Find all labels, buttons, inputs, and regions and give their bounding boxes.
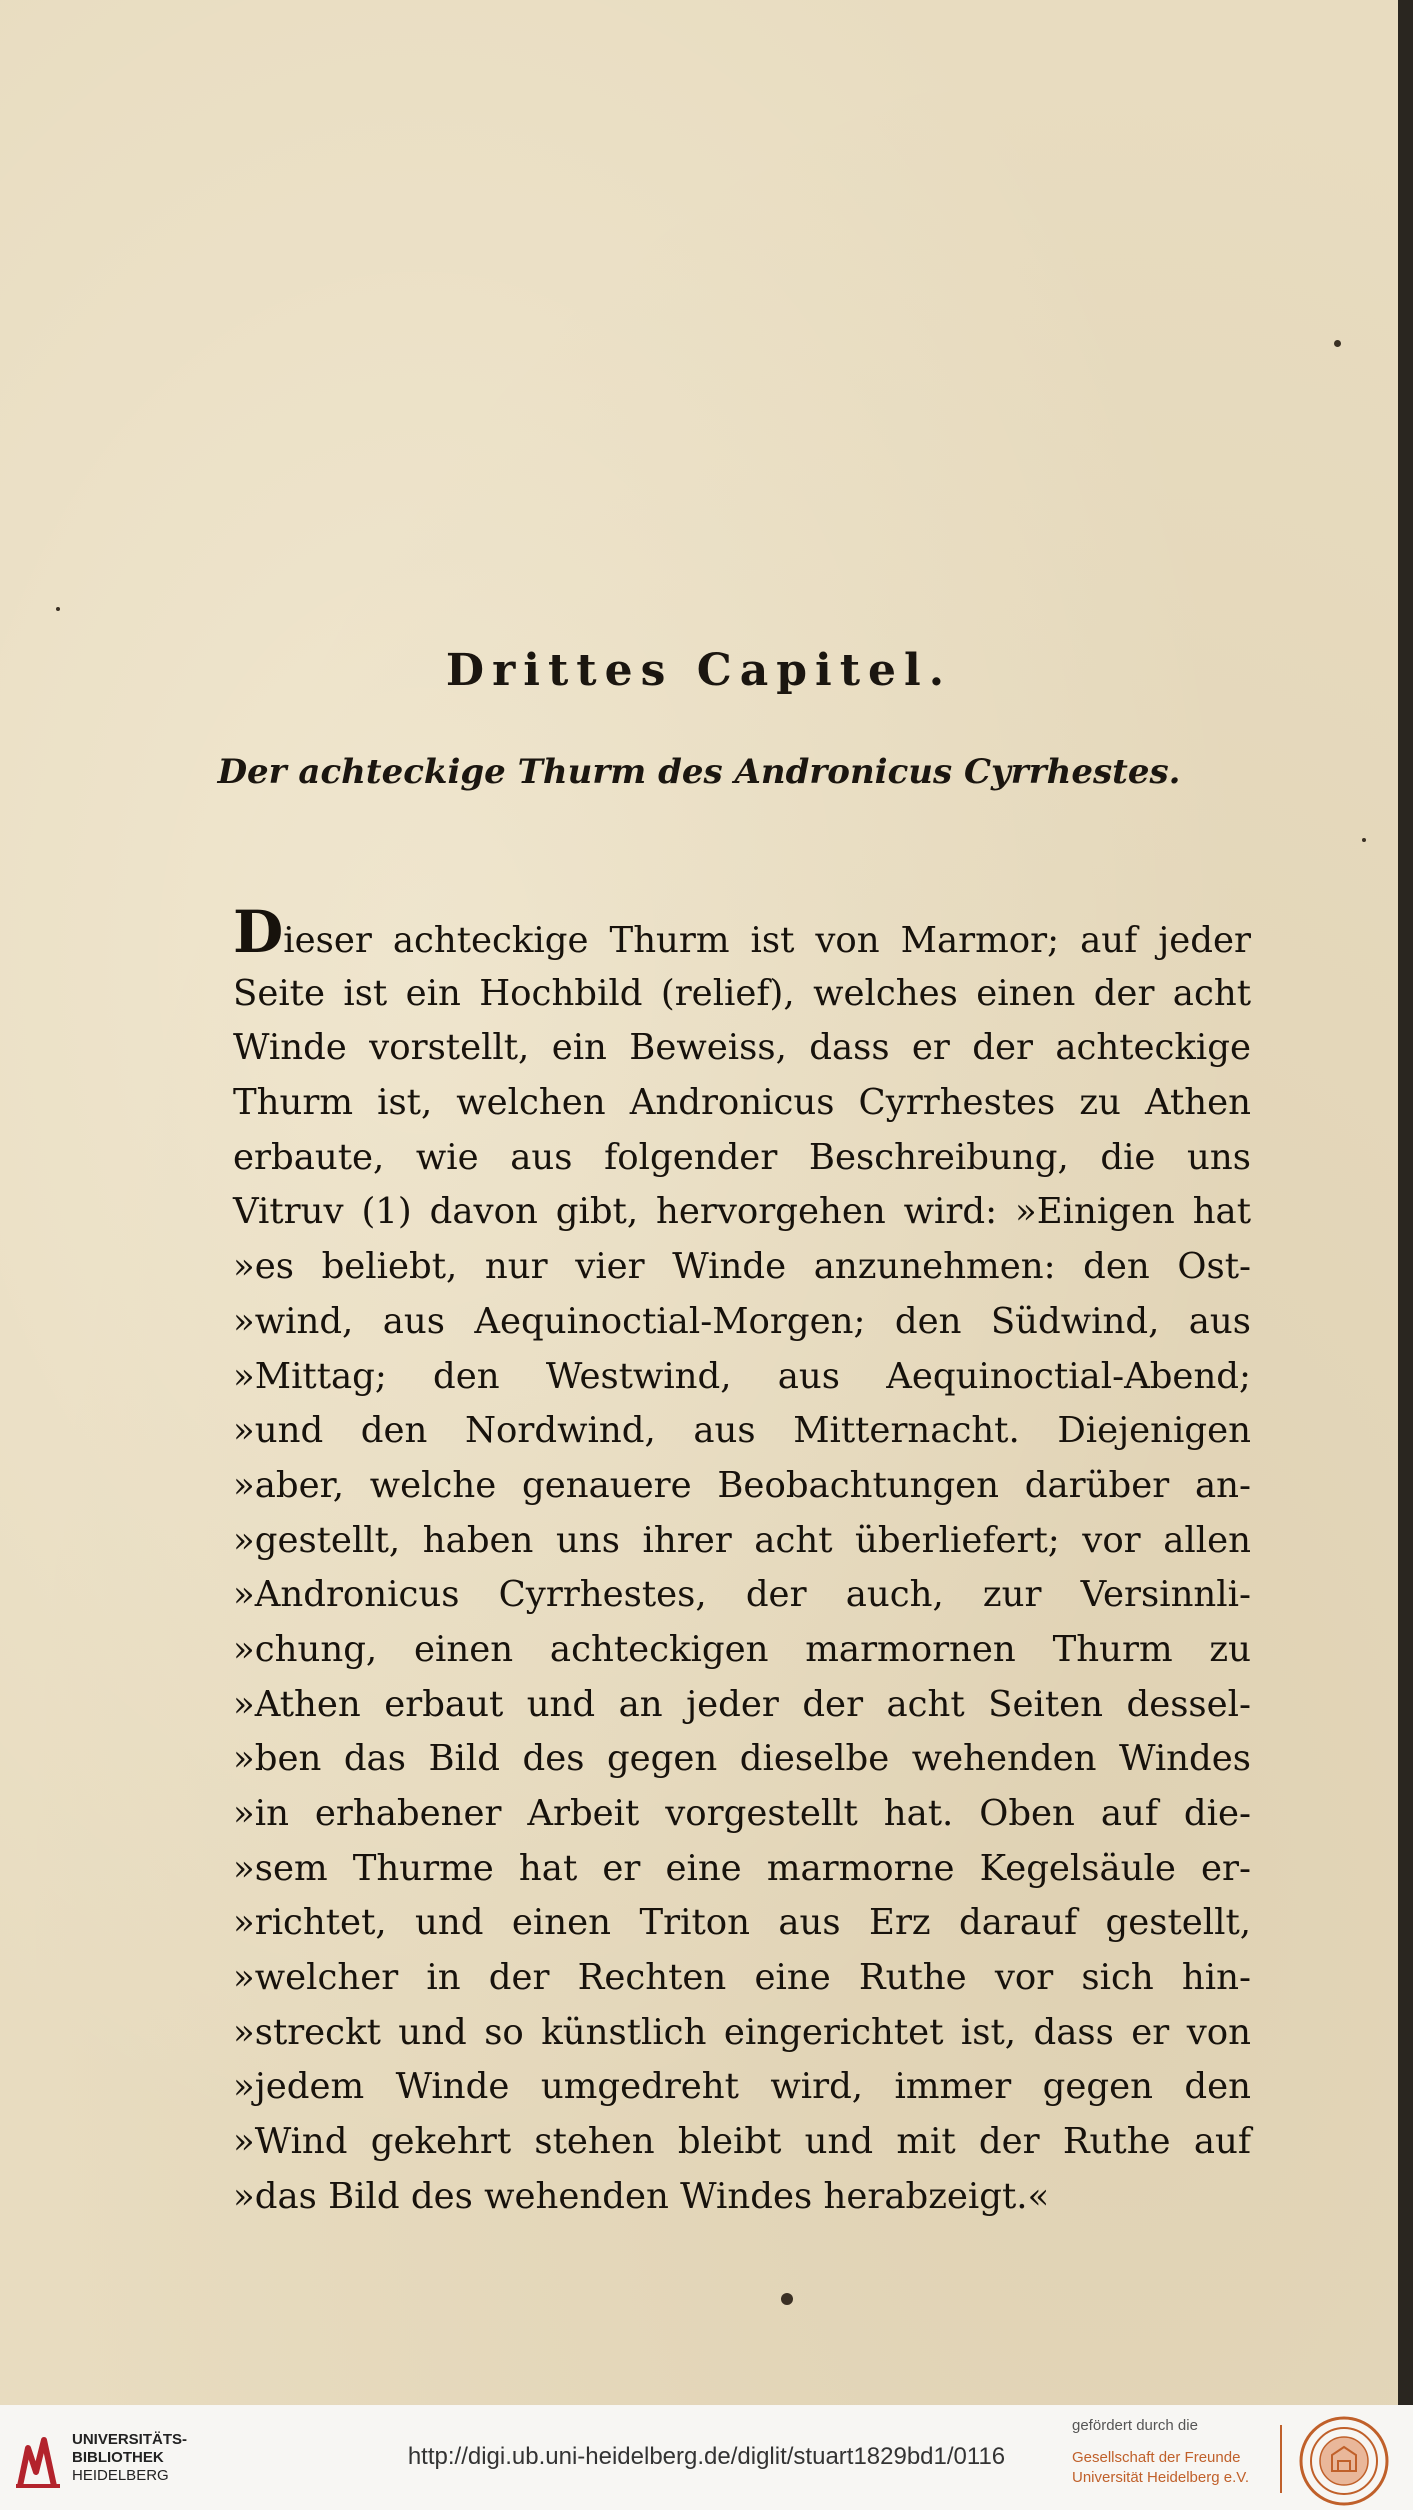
text-line: Dieser achteckige Thurm ist von Marmor; auf jeder bbox=[233, 898, 1251, 966]
text-line: »chung, einen achteckigen marmornen Thurm zu bbox=[233, 1628, 1251, 1670]
text-line: Winde vorstellt, ein Beweiss, dass er der achteckige bbox=[233, 1027, 1251, 1069]
paper-speck bbox=[781, 2293, 793, 2305]
text-line: »jedem Winde umgedreht wird, immer gegen den bbox=[233, 2066, 1251, 2108]
text-line: »Mittag; den Westwind, aus Aequinoctial-Abend; bbox=[233, 1355, 1251, 1397]
paper-speck bbox=[56, 607, 60, 611]
text-line: »es beliebt, nur vier Winde anzunehmen: den Ost- bbox=[233, 1246, 1251, 1288]
text-line: »das Bild des wehenden Windes herabzeigt.« bbox=[233, 2175, 1050, 2217]
text-line: Thurm ist, welchen Andronicus Cyrrhestes zu Athen bbox=[233, 1082, 1251, 1124]
text-line: »sem Thurme hat er eine marmorne Kegelsäule er- bbox=[233, 1847, 1251, 1889]
body-text bbox=[233, 898, 1251, 2225]
text-line: »in erhabener Arbeit vorgestellt hat. Oben auf die- bbox=[233, 1793, 1251, 1834]
sponsor-label: gefördert durch die bbox=[1072, 2417, 1198, 2434]
drop-capital: D bbox=[233, 898, 284, 966]
text-line: »streckt und so künstlich eingerichtet ist, dass er von bbox=[233, 2011, 1251, 2053]
bleed-through-text bbox=[210, 220, 1250, 270]
text-line: »und den Nordwind, aus Mitternacht. Diejenigen bbox=[233, 1410, 1251, 1452]
university-seal-icon bbox=[1298, 2415, 1390, 2507]
sponsor-divider bbox=[1280, 2425, 1282, 2493]
text-line: »gestellt, haben uns ihrer acht überliefert; vor allen bbox=[233, 1519, 1251, 1561]
text-line: »richtet, und einen Triton aus Erz darauf gestellt, bbox=[233, 1902, 1251, 1944]
chapter-title: Drittes Capitel. bbox=[445, 645, 953, 696]
source-url-link[interactable]: http://digi.ub.uni-heidelberg.de/diglit/stuart1829bd1/0116 bbox=[407, 2443, 1006, 2470]
text-line: »ben das Bild des gegen dieselbe wehenden Windes bbox=[233, 1738, 1251, 1780]
library-name: UNIVERSITÄTS- BIBLIOTHEK HEIDELBERG bbox=[72, 2431, 188, 2484]
text-line: Vitruv (1) davon gibt, hervorgehen wird: »Einigen hat bbox=[233, 1191, 1251, 1233]
text-line: erbaute, wie aus folgender Beschreibung, die uns bbox=[233, 1136, 1251, 1178]
page-edge bbox=[1398, 0, 1413, 2405]
text-line: Seite ist ein Hochbild (relief), welches einen der acht bbox=[233, 972, 1251, 1014]
text-line: »Athen erbaut und an jeder der acht Seiten dessel- bbox=[233, 1683, 1251, 1725]
chapter-subtitle: Der achteckige Thurm des Andronicus Cyrrhestes. bbox=[217, 752, 1181, 792]
paper-speck bbox=[1362, 838, 1366, 842]
paper-speck bbox=[1334, 340, 1341, 347]
text-line: »wind, aus Aequinoctial-Morgen; den Südwind, aus bbox=[233, 1300, 1251, 1342]
text-line: »aber, welche genauere Beobachtungen darüber an- bbox=[233, 1464, 1251, 1506]
text-line: »Wind gekehrt stehen bleibt und mit der Ruthe auf bbox=[233, 2121, 1251, 2163]
text-line: »welcher in der Rechten eine Ruthe vor sich hin- bbox=[233, 1957, 1251, 1999]
text-line: »Andronicus Cyrrhestes, der auch, zur Versinnli- bbox=[233, 1574, 1251, 1616]
sponsor-name: Gesellschaft der Freunde Universität Heidelberg e.V. bbox=[1072, 2449, 1250, 2486]
